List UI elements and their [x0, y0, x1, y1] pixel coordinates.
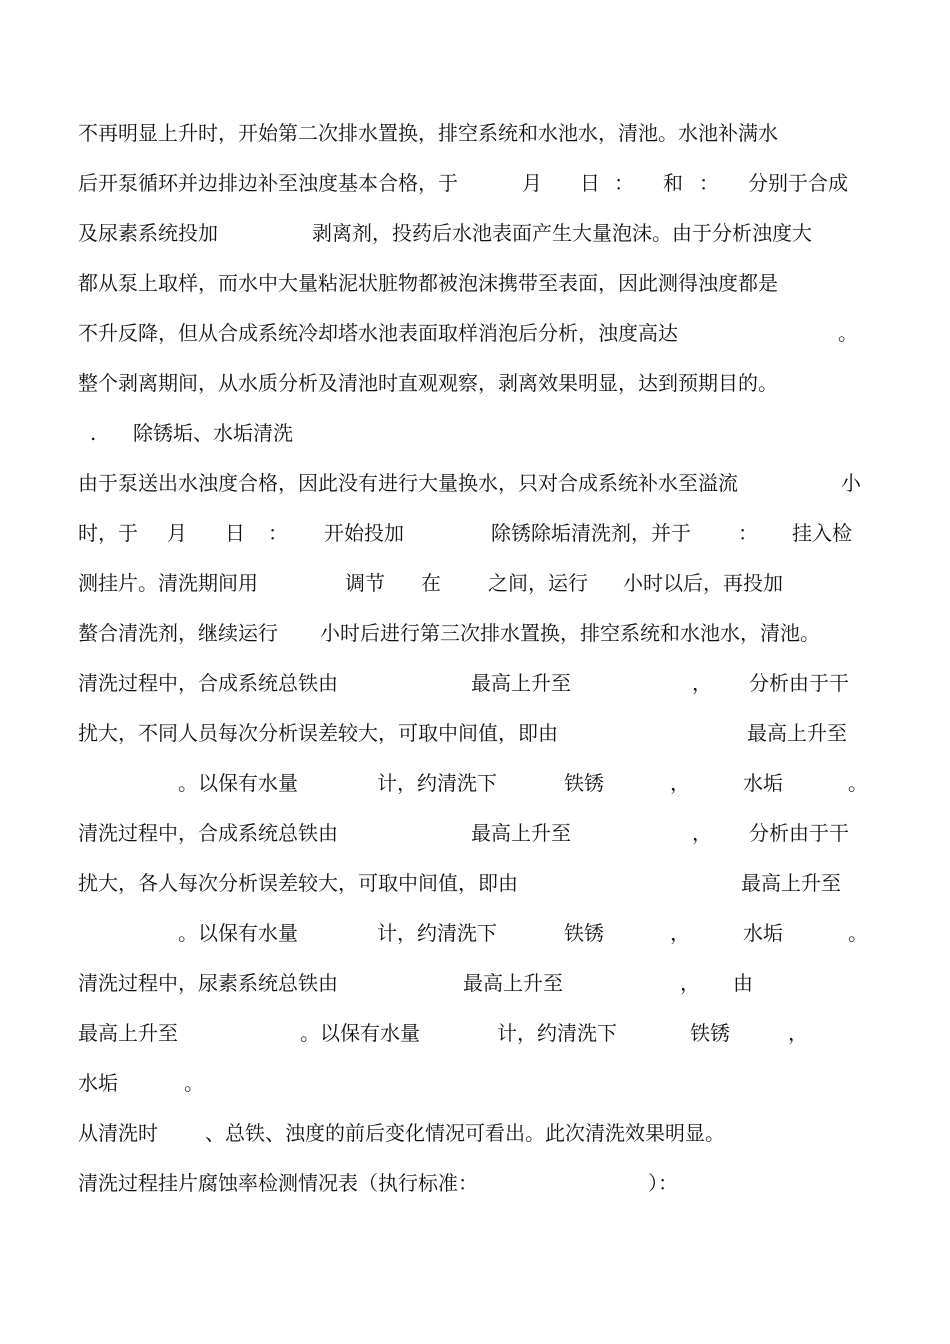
text-segment: 铁锈 — [564, 921, 604, 945]
text-segment: 铁锈 — [690, 1021, 730, 1045]
text-segment: 、总铁、浊度的前后变化情况可看出。此次清洗效果明显。 — [205, 1121, 725, 1145]
text-segment: 计，约清洗下 — [377, 771, 497, 795]
text-segment: 开始投加 — [324, 521, 404, 545]
text-segment: 由 — [733, 971, 753, 995]
text-segment: 和 — [663, 171, 683, 195]
text-segment: 。 — [184, 1071, 204, 1095]
text-segment: 。以保有水量 — [178, 921, 298, 945]
text-segment: 分析由于干 — [749, 671, 849, 695]
text-segment: 不再明显上升时，开始第二次排水置换，排空系统和水池水，清池。水池补满水 — [78, 121, 778, 145]
text-segment: 时，于 — [78, 521, 138, 545]
text-segment: 扰大，各人每次分析误差较大，可取中间值，即由 — [78, 871, 518, 895]
text-segment: ： — [614, 171, 634, 195]
text-segment: 月 — [167, 521, 187, 545]
text-segment: 日 — [580, 171, 600, 195]
text-segment: 水垢 — [743, 771, 783, 795]
text-segment: 水垢 — [743, 921, 783, 945]
text-segment: . — [90, 421, 97, 445]
text-segment: 后开泵循环并边排边补至浊度基本合格，于 — [78, 171, 458, 195]
text-segment: 最高上升至 — [463, 971, 563, 995]
text-segment: 剥离剂，投药后水池表面产生大量泡沫。由于分析浊度大 — [312, 221, 812, 245]
text-segment: ， — [788, 1021, 808, 1045]
text-segment: 铁锈 — [564, 771, 604, 795]
text-segment: 清洗过程中，合成系统总铁由 — [78, 671, 338, 695]
section-heading: 除锈垢、水垢清洗 — [133, 421, 293, 445]
text-segment: 测挂片。清洗期间用 — [78, 571, 258, 595]
text-segment: 月 — [522, 171, 542, 195]
text-segment: 小时后进行第三次排水置换，排空系统和水池水，清池。 — [320, 621, 820, 645]
text-segment: 分别于合成 — [748, 171, 848, 195]
text-segment: 扰大，不同人员每次分析误差较大，可取中间值，即由 — [78, 721, 558, 745]
text-segment: ， — [670, 921, 690, 945]
text-segment: ， — [692, 821, 712, 845]
text-segment: 分析由于干 — [749, 821, 849, 845]
text-segment: 之间，运行 — [488, 571, 588, 595]
text-segment: ： — [738, 521, 758, 545]
text-segment: 不升反降，但从合成系统冷却塔水池表面取样消泡后分析，浊度高达 — [78, 321, 678, 345]
text-segment: 最高上升至 — [471, 821, 571, 845]
text-segment: 调节 — [345, 571, 385, 595]
text-segment: 。 — [838, 321, 858, 345]
text-segment: 计，约清洗下 — [377, 921, 497, 945]
text-segment: ， — [692, 671, 712, 695]
text-segment: 都从泵上取样，而水中大量粘泥状脏物都被泡沫携带至表面，因此测得浊度都是 — [78, 271, 778, 295]
text-segment: 清洗过程中，合成系统总铁由 — [78, 821, 338, 845]
text-segment: ）： — [648, 1171, 678, 1195]
text-segment: 整个剥离期间，从水质分析及清池时直观观察，剥离效果明显，达到预期目的。 — [78, 371, 778, 395]
text-segment: 最高上升至 — [78, 1021, 178, 1045]
text-segment: ： — [699, 171, 719, 195]
text-segment: 清洗过程中，尿素系统总铁由 — [78, 971, 338, 995]
text-segment: 日 — [225, 521, 245, 545]
text-segment: ： — [268, 521, 288, 545]
text-segment: 从清洗时 — [78, 1121, 158, 1145]
text-segment: 挂入检 — [792, 521, 852, 545]
text-segment: 最高上升至 — [471, 671, 571, 695]
text-segment: 在 — [421, 571, 441, 595]
text-segment: 小时以后，再投加 — [623, 571, 783, 595]
text-segment: 最高上升至 — [747, 721, 847, 745]
text-segment: 最高上升至 — [741, 871, 841, 895]
text-segment: 螯合清洗剂，继续运行 — [78, 621, 278, 645]
text-segment: ， — [670, 771, 690, 795]
text-segment: 。以保有水量 — [178, 771, 298, 795]
text-segment: 及尿素系统投加 — [78, 221, 218, 245]
text-segment: 清洗过程挂片腐蚀率检测情况表（执行标准： — [78, 1171, 478, 1195]
text-segment: 水垢 — [78, 1071, 118, 1095]
text-segment: 由于泵送出水浊度合格，因此没有进行大量换水，只对合成系统补水至溢流 — [78, 471, 738, 495]
text-segment: 。 — [848, 921, 868, 945]
text-segment: ， — [680, 971, 700, 995]
text-segment: 除锈除垢清洗剂，并于 — [491, 521, 691, 545]
text-segment: 。以保有水量 — [300, 1021, 420, 1045]
text-segment: 计，约清洗下 — [497, 1021, 617, 1045]
text-segment: 。 — [848, 771, 868, 795]
text-segment: 小 — [841, 471, 861, 495]
